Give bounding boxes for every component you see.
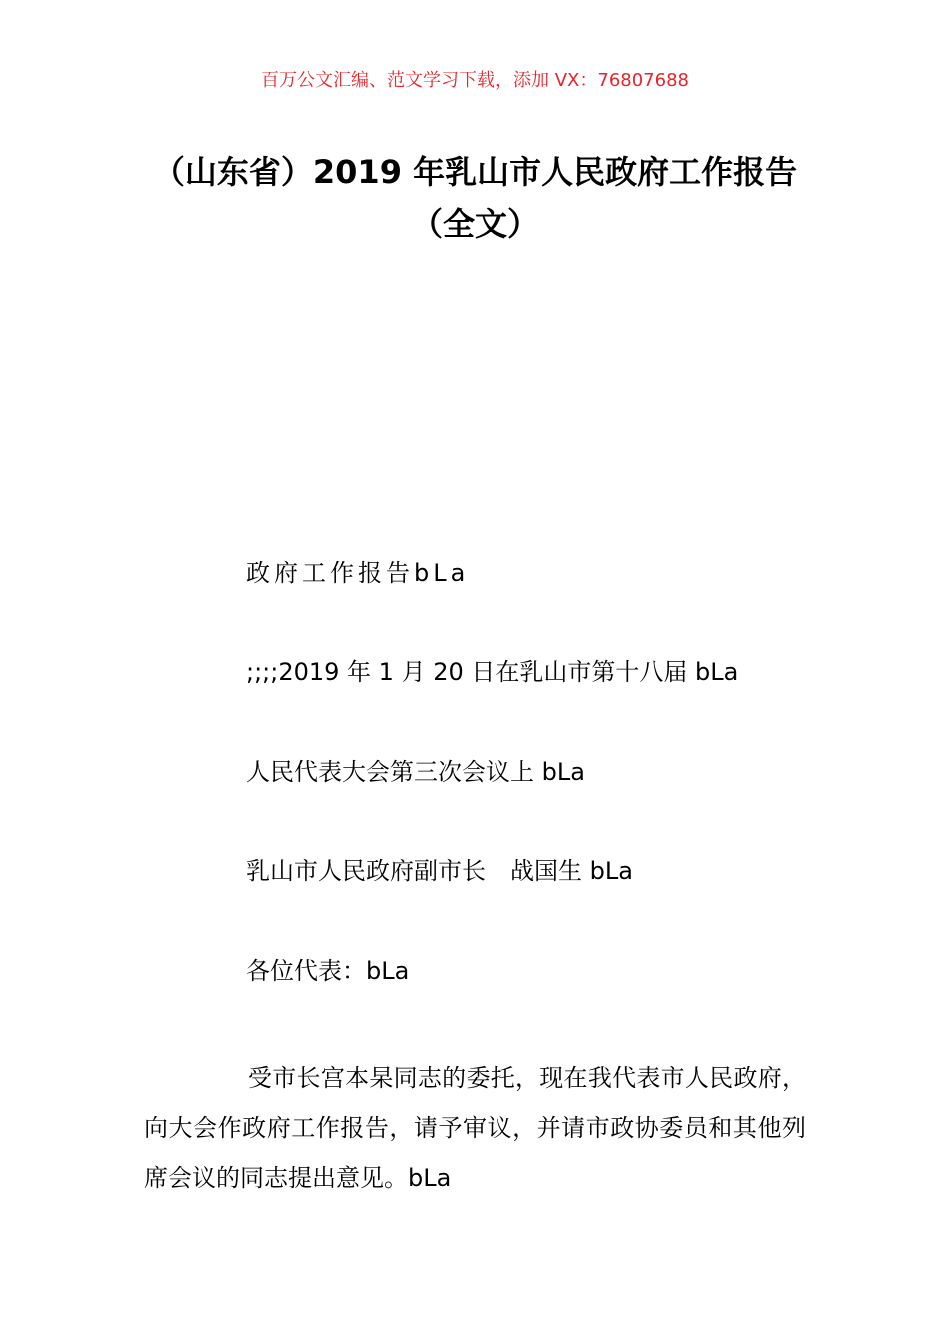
report-heading-line: 政府工作报告bLa [246, 559, 470, 587]
opening-paragraph: 受市长宫本杲同志的委托，现在我代表市人民政府，向大会作政府工作报告，请予审议，并请市政协委员和其他列席会议的同志提出意见。bLa [144, 1064, 806, 1192]
header-download-note: 百万公文汇编、范文学习下载，添加 VX：76807688 [261, 70, 689, 91]
speaker-line: 乳山市人民政府副市长 战国生 bLa [246, 857, 633, 885]
date-meeting-line: ;;;;2019 年 1 月 20 日在乳山市第十八届 bLa [246, 658, 739, 686]
document-title: （山东省）2019 年乳山市人民政府工作报告（全文） [152, 153, 798, 243]
salutation-line: 各位代表：bLa [246, 957, 410, 985]
congress-session-line: 人民代表大会第三次会议上 bLa [246, 758, 585, 786]
